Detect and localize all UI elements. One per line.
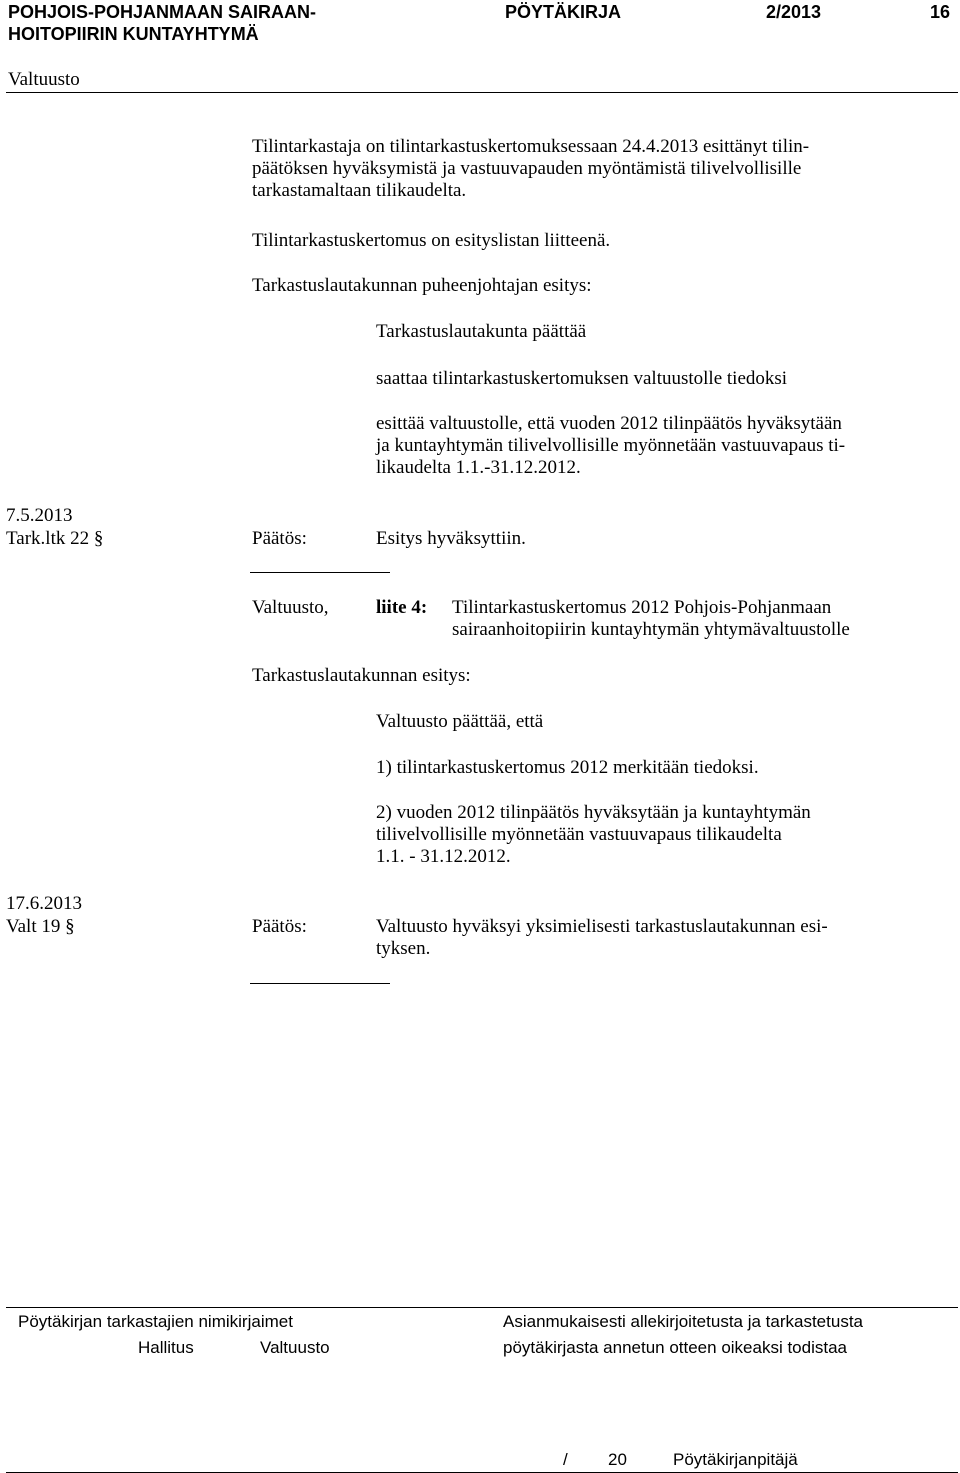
text-line: likaudelta 1.1.-31.12.2012.	[376, 457, 581, 478]
document-number: 2/2013	[766, 2, 822, 22]
text-line: tilivelvollisille myönnetään vastuuvapaus tilikaudelta	[376, 824, 782, 845]
org-name-line1: POHJOIS-POHJANMAAN SAIRAAN-	[8, 2, 317, 22]
decision-rule	[250, 572, 390, 573]
date-slash: /	[563, 1450, 568, 1469]
text-line: tarkastamaltaan tilikaudelta.	[252, 180, 467, 201]
decision-label: Päätös:	[252, 528, 307, 549]
chair-proposal-label: Tarkastuslautakunnan puheenjohtajan esitys:	[252, 275, 592, 296]
text-line: ja kuntayhtymän tilivelvollisille myönnetään vastuuvapaus ti-	[376, 435, 846, 456]
text-line: Tilintarkastaja on tilintarkastuskertomuksessaan 24.4.2013 esittänyt tilin-	[252, 136, 810, 157]
council-item-2	[376, 802, 811, 868]
council-item-1: 1) tilintarkastuskertomus 2012 merkitään tiedoksi.	[376, 757, 759, 778]
text-line: sairaanhoitopiirin kuntayhtymän yhtymävaltuustolle	[452, 619, 850, 640]
decision-rule	[250, 983, 390, 984]
proposal-item-1: saattaa tilintarkastuskertomuksen valtuustolle tiedoksi	[376, 368, 788, 389]
proposal-intro: Tarkastuslautakunta päättää	[376, 321, 587, 342]
proposal-item-2	[376, 413, 845, 479]
body-name: Valtuusto	[8, 69, 80, 90]
decision-date: 7.5.2013	[6, 505, 73, 526]
footer-rule	[6, 1307, 958, 1308]
decision-reference	[6, 528, 103, 550]
text-line: 1.1. - 31.12.2012.	[376, 846, 511, 867]
decision-label: Päätös:	[252, 916, 307, 937]
auditor-paragraph	[252, 136, 809, 202]
text-line: tyksen.	[376, 938, 431, 959]
board-proposal-label: Tarkastuslautakunnan esitys:	[252, 665, 471, 686]
initials-label: Pöytäkirjan tarkastajien nimikirjaimet	[18, 1312, 293, 1331]
section-sign: §	[65, 916, 75, 937]
text-line: Valtuusto hyväksyi yksimielisesti tarkastuslautakunnan esi-	[376, 916, 828, 937]
decision-date: 17.6.2013	[6, 893, 82, 914]
year-prefix: 20	[608, 1450, 627, 1469]
org-name-line2: HOITOPIIRIN KUNTAYHTYMÄ	[8, 24, 259, 44]
text-line: Tilintarkastuskertomus 2012 Pohjois-Pohjanmaan	[452, 597, 832, 618]
document-type: PÖYTÄKIRJA	[505, 2, 622, 22]
text-line: esittää valtuustolle, että vuoden 2012 tilinpäätös hyväksytään	[376, 413, 842, 434]
decision-text	[376, 916, 828, 960]
minutes-keeper-label: Pöytäkirjanpitäjä	[673, 1450, 798, 1469]
text-line: päätöksen hyväksymistä ja vastuuvapauden myöntämistä tilivelvollisille	[252, 158, 802, 179]
header-rule	[6, 92, 958, 93]
page-number: 16	[930, 2, 951, 22]
certification-line1: Asianmukaisesti allekirjoitetusta ja tarkastetusta	[503, 1312, 863, 1331]
decision-reference	[6, 916, 75, 938]
attachment-recipient: Valtuusto,	[252, 597, 329, 618]
reference-text: Valt 19	[6, 916, 61, 937]
initials-column-valtuusto: Valtuusto	[260, 1338, 330, 1357]
text-line: 2) vuoden 2012 tilinpäätös hyväksytään ja kuntayhtymän	[376, 802, 811, 823]
section-sign: §	[93, 528, 104, 549]
attachment-title	[452, 597, 850, 641]
decision-text: Esitys hyväksyttiin.	[376, 528, 526, 549]
council-intro: Valtuusto päättää, että	[376, 711, 544, 732]
initials-column-hallitus: Hallitus	[138, 1338, 194, 1357]
certification-line2: pöytäkirjasta annetun otteen oikeaksi todistaa	[503, 1338, 848, 1357]
attachment-note: Tilintarkastuskertomus on esityslistan liitteenä.	[252, 230, 611, 251]
reference-text: Tark.ltk 22	[6, 528, 90, 549]
attachment-label: liite 4:	[376, 597, 428, 618]
